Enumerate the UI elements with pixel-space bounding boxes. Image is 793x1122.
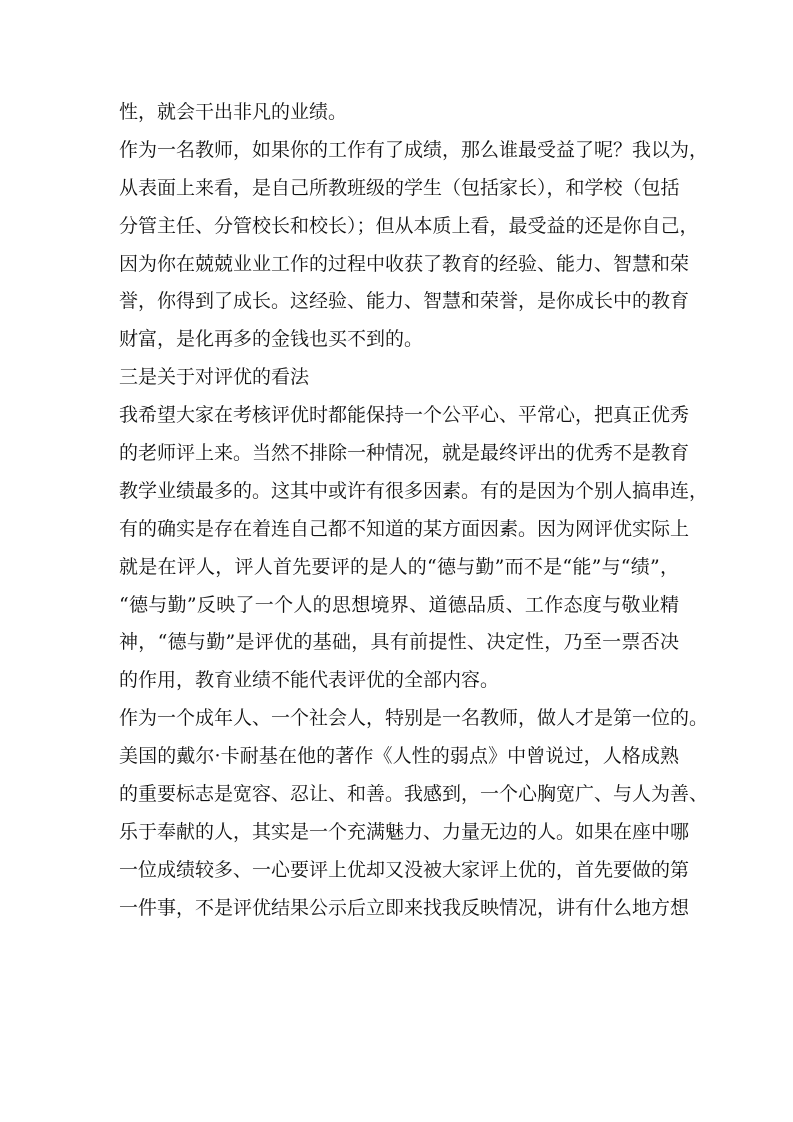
document-page <box>119 94 709 928</box>
text-line: 的老师评上来。当然不排除一种情况，就是最终评出的优秀不是教育 <box>119 442 690 465</box>
text-line: 乐于奉献的人，其实是一个充满魅力、力量无边的人。如果在座中哪 <box>119 820 690 843</box>
text-line: “德与勤”反映了一个人的思想境界、道德品质、工作态度与敬业精 <box>119 593 679 616</box>
text-line: 神，“德与勤”是评优的基础，具有前提性、决定性，乃至一票否决 <box>119 631 679 654</box>
text-line: 一位成绩较多、一心要评上优却又没被大家评上优的，首先要做的第 <box>119 858 690 881</box>
text-line: 的作用，教育业绩不能代表评优的全部内容。 <box>119 669 500 692</box>
text-line: 因为你在兢兢业业工作的过程中收获了教育的经验、能力、智慧和荣 <box>119 252 690 275</box>
text-line: 有的确实是存在着连自己都不知道的某方面因素。因为网评优实际上 <box>119 517 690 540</box>
text-line: 誉，你得到了成长。这经验、能力、智慧和荣誉，是你成长中的教育 <box>119 290 690 313</box>
text-line: 从表面上来看，是自己所教班级的学生（包括家长），和学校（包括 <box>119 176 680 199</box>
text-line: 作为一名教师，如果你的工作有了成绩，那么谁最受益了呢？我以为， <box>119 138 709 161</box>
text-line: 美国的戴尔·卡耐基在他的著作《人性的弱点》中曾说过，人格成熟 <box>119 745 679 768</box>
text-line: 三是关于对评优的看法 <box>119 366 310 389</box>
text-line: 性，就会干出非凡的业绩。 <box>119 101 348 123</box>
text-line: 财富，是化再多的金钱也买不到的。 <box>119 328 424 351</box>
text-line: 的重要标志是宽容、忍让、和善。我感到，一个心胸宽广、与人为善、 <box>119 783 709 806</box>
text-line: 一件事，不是评优结果公示后立即来找我反映情况，讲有什么地方想 <box>119 896 690 919</box>
text-line: 我希望大家在考核评优时都能保持一个公平心、平常心，把真正优秀 <box>119 404 690 427</box>
text-line: 就是在评人，评人首先要评的是人的“德与勤”而不是“能”与“绩”， <box>119 555 679 578</box>
text-line: 教学业绩最多的。这其中或许有很多因素。有的是因为个别人搞串连， <box>119 479 709 502</box>
text-line: 作为一个成年人、一个社会人，特别是一名教师，做人才是第一位的。 <box>119 707 709 730</box>
text-line: 分管主任、分管校长和校长）；但从本质上看，最受益的还是你自己， <box>119 214 699 237</box>
